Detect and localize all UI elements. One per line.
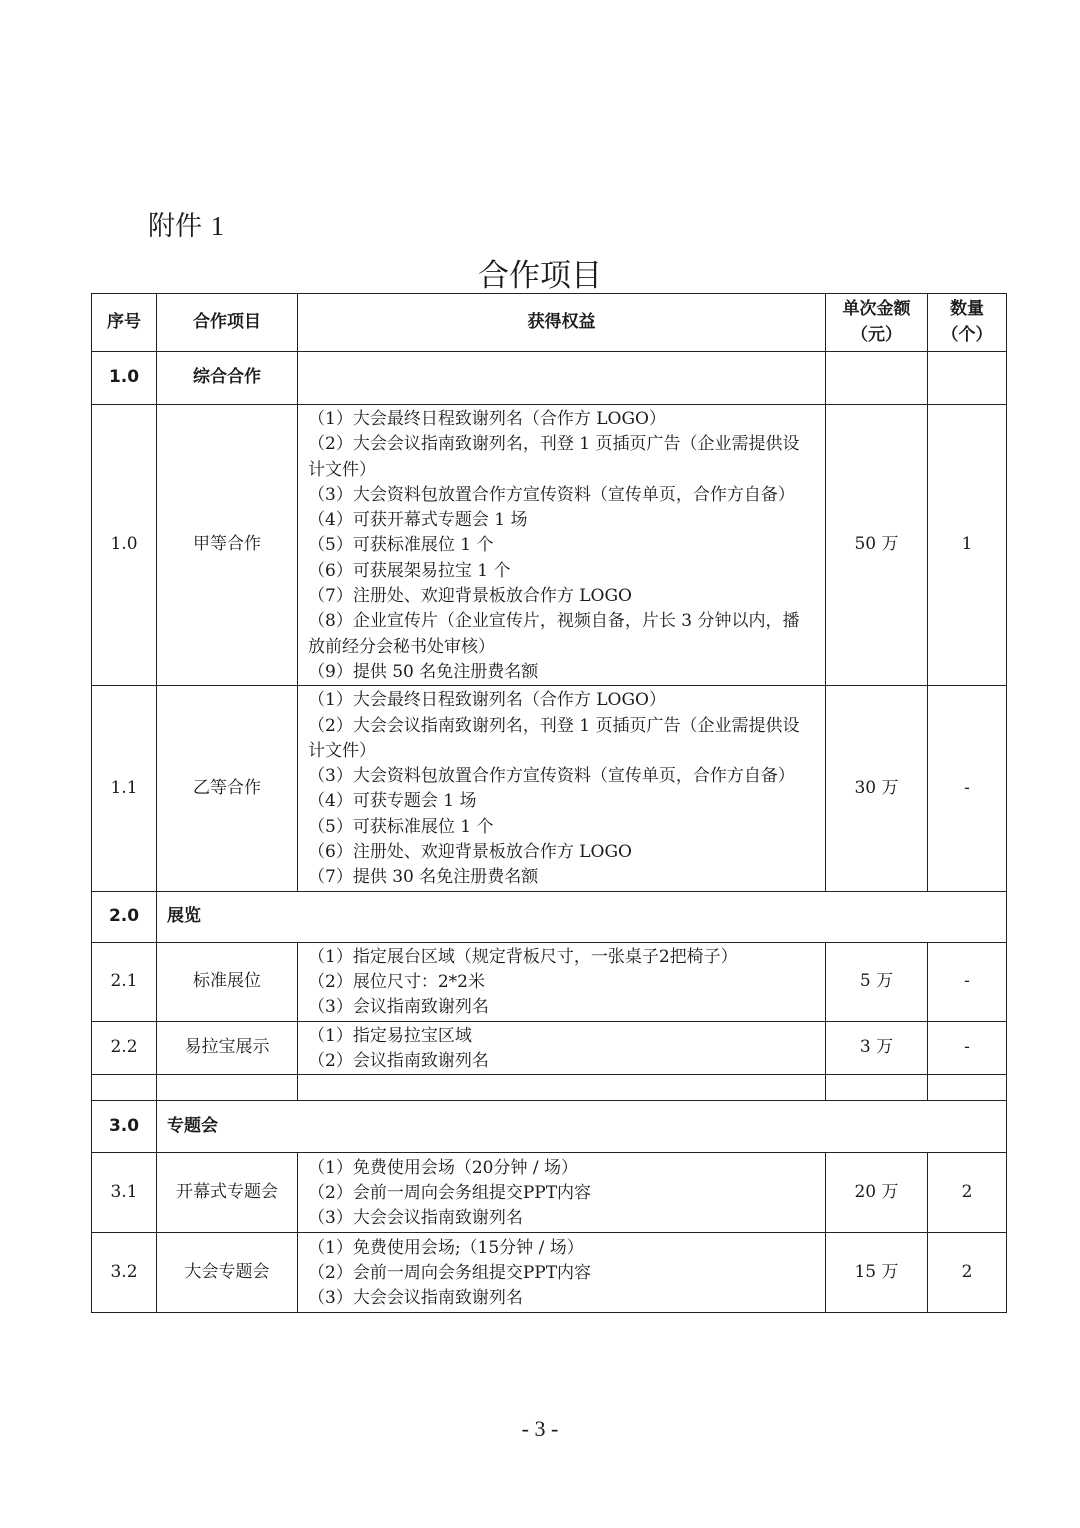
empty-cell [826, 1075, 928, 1101]
section-name: 展览 [157, 891, 1007, 942]
benefit-item: （6）可获展架易拉宝 1 个 [308, 560, 511, 581]
header-project: 合作项目 [157, 294, 298, 352]
table-row [92, 1021, 1007, 1075]
benefit-item: （5）可获标准展位 1 个 [308, 535, 494, 556]
benefit-item: （2）大会会议指南致谢列名，刊登 1 页插页广告（企业需提供设 [308, 434, 800, 455]
row-number: 2.2 [92, 1021, 157, 1075]
row-amount: 3 万 [826, 1021, 928, 1075]
header-qty [928, 294, 1007, 352]
table-row [92, 405, 1007, 686]
table-row [92, 942, 1007, 1021]
header-amount [826, 294, 928, 352]
row-name: 甲等合作 [157, 405, 298, 686]
header-seq: 序号 [92, 294, 157, 352]
table-row [92, 1153, 1007, 1233]
benefit-item: （3）大会会议指南致谢列名 [308, 1208, 523, 1229]
table-row [92, 1233, 1007, 1313]
section-name: 综合合作 [157, 352, 298, 405]
benefit-item: （7）注册处、欢迎背景板放合作方 LOGO [308, 586, 632, 607]
row-name: 开幕式专题会 [157, 1153, 298, 1233]
empty-cell [298, 1075, 826, 1101]
benefit-list [298, 686, 826, 891]
row-name: 大会专题会 [157, 1233, 298, 1313]
benefit-item: （5）可获标准展位 1 个 [308, 816, 494, 837]
row-name: 标准展位 [157, 942, 298, 1021]
benefit-list [298, 1233, 826, 1313]
benefit-item: 计文件） [308, 459, 376, 480]
row-qty: - [928, 1021, 1007, 1075]
row-qty: 2 [928, 1233, 1007, 1313]
empty-row [92, 1075, 1007, 1101]
benefit-item: （1）免费使用会场;（15分钟 / 场） [308, 1237, 584, 1258]
page-title: 合作项目 [478, 258, 602, 294]
section-row [92, 891, 1007, 942]
header-amount-line1: 单次金额 [842, 299, 911, 320]
attachment-text: 附件 [148, 211, 202, 242]
row-qty: 1 [928, 405, 1007, 686]
attachment-label [148, 204, 224, 243]
benefit-item: （3）大会会议指南致谢列名 [308, 1288, 523, 1309]
section-row [92, 1101, 1007, 1153]
row-number: 3.2 [92, 1233, 157, 1313]
header-benefits: 获得权益 [298, 294, 826, 352]
empty-cell [928, 1075, 1007, 1101]
benefit-item: （2）展位尺寸：2*2米 [308, 971, 485, 992]
benefit-item: 计文件） [308, 740, 376, 761]
row-amount: 30 万 [826, 686, 928, 891]
benefit-item: （9）提供 50 名免注册费名额 [308, 661, 539, 682]
benefit-item: （1）大会最终日程致谢列名（合作方 LOGO） [308, 690, 666, 711]
benefit-item: （4）可获开幕式专题会 1 场 [308, 510, 528, 531]
row-amount: 5 万 [826, 942, 928, 1021]
benefit-list [298, 942, 826, 1021]
header-qty-line2: （个） [941, 324, 993, 345]
benefit-item: 放前经分会秘书处审核） [308, 636, 495, 657]
row-amount: 50 万 [826, 405, 928, 686]
cooperation-table [91, 293, 1007, 1313]
row-number: 1.0 [92, 405, 157, 686]
benefit-item: （8）企业宣传片（企业宣传片，视频自备，片长 3 分钟以内，播 [308, 611, 800, 632]
benefit-item: （2）会议指南致谢列名 [308, 1050, 489, 1071]
header-qty-line1: 数量 [950, 299, 984, 320]
page-number: - 3 - [521, 1416, 559, 1441]
row-amount: 15 万 [826, 1233, 928, 1313]
benefit-item: （3）大会资料包放置合作方宣传资料（宣传单页，合作方自备） [308, 484, 795, 505]
benefit-list [298, 1153, 826, 1233]
section-number: 1.0 [92, 352, 157, 405]
empty-cell [298, 352, 826, 405]
section-name: 专题会 [157, 1101, 1007, 1153]
row-qty: 2 [928, 1153, 1007, 1233]
header-amount-line2: （元） [851, 324, 902, 345]
row-number: 2.1 [92, 942, 157, 1021]
row-amount: 20 万 [826, 1153, 928, 1233]
attachment-number: 1 [210, 211, 225, 241]
benefit-item: （3）会议指南致谢列名 [308, 997, 489, 1018]
table-row [92, 686, 1007, 891]
benefit-list [298, 1021, 826, 1075]
empty-cell [826, 352, 928, 405]
empty-cell [928, 352, 1007, 405]
empty-cell [157, 1075, 298, 1101]
section-number: 2.0 [92, 891, 157, 942]
benefit-item: （1）大会最终日程致谢列名（合作方 LOGO） [308, 409, 666, 429]
row-qty: - [928, 942, 1007, 1021]
header-row [92, 294, 1007, 352]
empty-cell [92, 1075, 157, 1101]
section-row [92, 352, 1007, 405]
benefit-item: （2）会前一周向会务组提交PPT内容 [308, 1262, 592, 1283]
benefit-list [298, 405, 826, 686]
benefit-item: （1）免费使用会场（20分钟 / 场） [308, 1157, 578, 1178]
row-name: 乙等合作 [157, 686, 298, 891]
benefit-item: （1）指定展台区域（规定背板尺寸，一张桌子2把椅子） [308, 946, 738, 967]
row-number: 1.1 [92, 686, 157, 891]
benefit-item: （3）大会资料包放置合作方宣传资料（宣传单页，合作方自备） [308, 766, 795, 787]
benefit-item: （1）指定易拉宝区域 [308, 1025, 472, 1046]
benefit-item: （7）提供 30 名免注册费名额 [308, 867, 539, 888]
row-number: 3.1 [92, 1153, 157, 1233]
benefit-item: （4）可获专题会 1 场 [308, 791, 477, 812]
section-number: 3.0 [92, 1101, 157, 1153]
benefit-item: （2）会前一周向会务组提交PPT内容 [308, 1182, 592, 1203]
row-qty: - [928, 686, 1007, 891]
benefit-item: （2）大会会议指南致谢列名，刊登 1 页插页广告（企业需提供设 [308, 715, 800, 736]
row-name: 易拉宝展示 [157, 1021, 298, 1075]
benefit-item: （6）注册处、欢迎背景板放合作方 LOGO [308, 842, 632, 863]
